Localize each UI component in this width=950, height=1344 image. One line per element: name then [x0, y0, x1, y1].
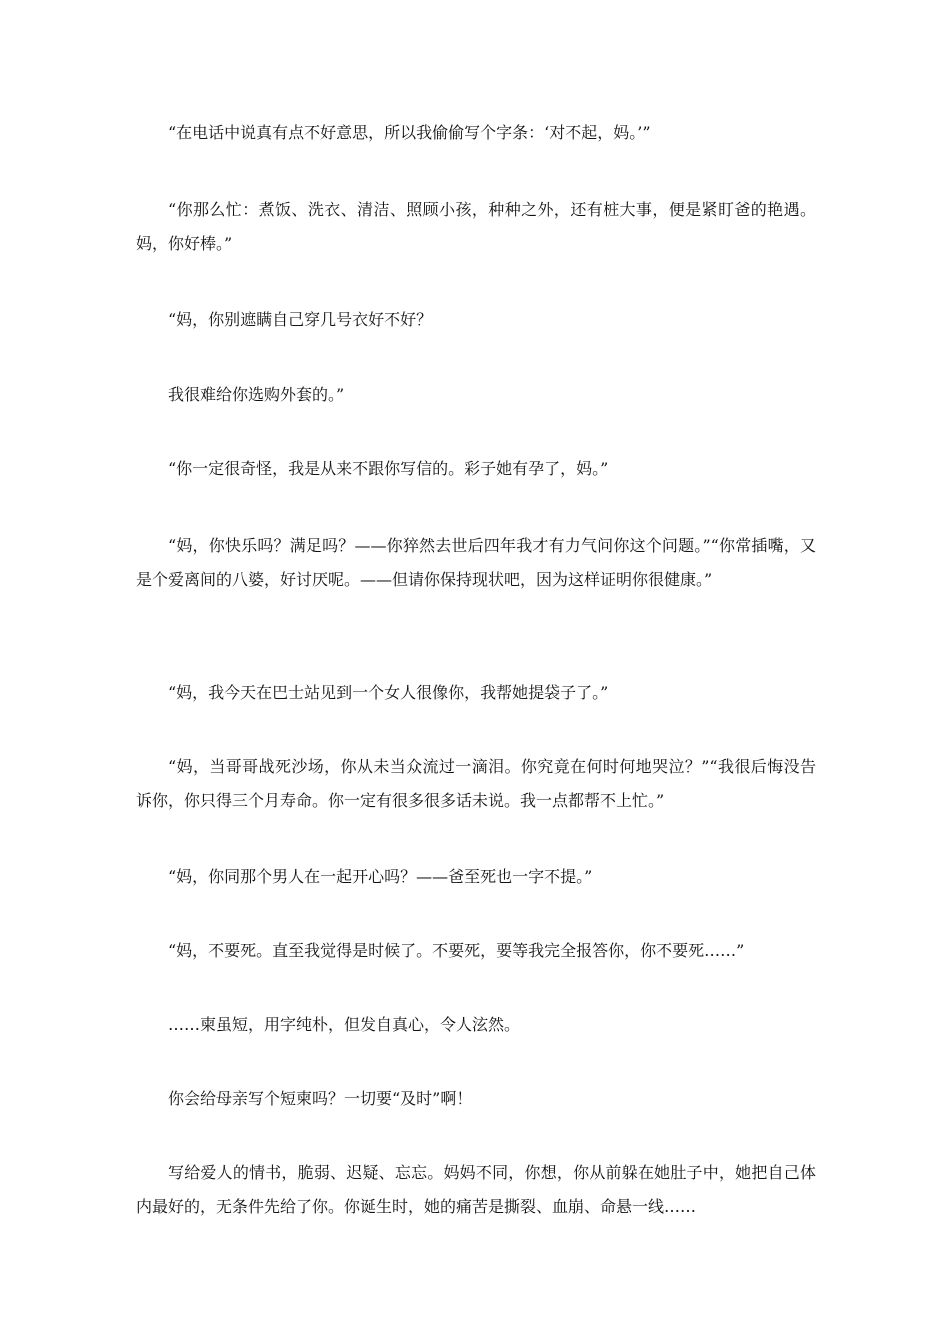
paragraph-4: 我很难给你选购外套的。”	[168, 385, 345, 404]
paragraph-10: “妈，不要死。直至我觉得是时候了。不要死，要等我完全报答你，你不要死……”	[168, 941, 745, 960]
paragraph-3: “妈，你别遮瞒自己穿几号衣好不好？	[168, 310, 433, 329]
paragraph-8: “妈，当哥哥战死沙场，你从未当众流过一滴泪。你究竟在何时何地哭泣？”“我很后悔没告诉你，你只得三个月寿命。你一定有很多很多话未说。我一点都帮不上忙。”	[136, 757, 816, 810]
paragraph-9: “妈，你同那个男人在一起开心吗？——爸至死也一字不提。”	[168, 867, 593, 886]
paragraph-7: “妈，我今天在巴士站见到一个女人很像你，我帮她提袋子了。”	[168, 683, 609, 702]
paragraph-13: 写给爱人的情书，脆弱、迟疑、忘忘。妈妈不同，你想，你从前躲在她肚子中，她把自己体内最好的，无条件先给了你。你诞生时，她的痛苦是撕裂、血崩、命悬一线……	[136, 1163, 816, 1216]
document-page	[136, 0, 816, 1344]
paragraph-1: “在电话中说真有点不好意思，所以我偷偷写个字条：‘对不起，妈。’”	[168, 123, 651, 142]
paragraph-2: “你那么忙：煮饭、洗衣、清洁、照顾小孩，种种之外，还有桩大事，便是紧盯爸的艳遇。妈，你好棒。”	[136, 200, 816, 253]
paragraph-6: “妈，你快乐吗？满足吗？——你猝然去世后四年我才有力气问你这个问题。”“你常插嘴，又是个爱离间的八婆，好讨厌呢。——但请你保持现状吧，因为这样证明你很健康。”	[136, 536, 816, 589]
paragraph-5: “你一定很奇怪，我是从来不跟你写信的。彩子她有孕了，妈。”	[168, 459, 609, 478]
paragraph-12: 你会给母亲写个短柬吗？一切要“及时”啊！	[168, 1089, 473, 1108]
paragraph-11: ……柬虽短，用字纯朴，但发自真心，令人泫然。	[168, 1015, 521, 1034]
